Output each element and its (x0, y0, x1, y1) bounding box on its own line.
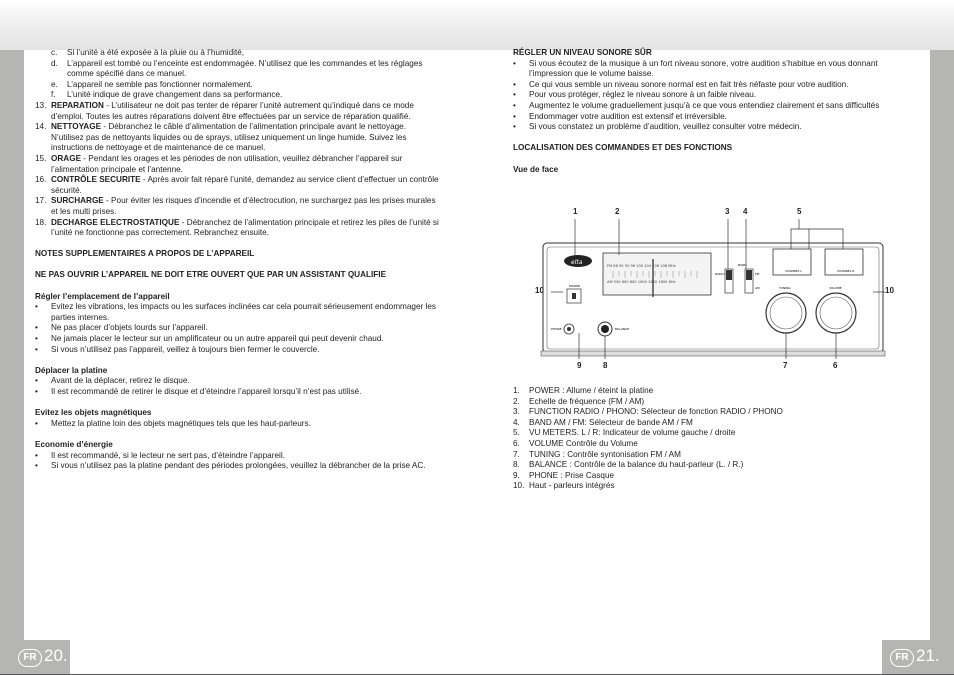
legend-item (513, 460, 891, 471)
legend-item (513, 418, 891, 429)
tuning-knob (766, 293, 806, 333)
bullet-item-marker: • (513, 111, 516, 121)
left-column (35, 48, 440, 472)
bullet-item-marker: • (35, 418, 38, 428)
scale-am-label: AM 530 600 800 1000 1300 1600 KHz (607, 280, 676, 284)
magnetic-heading: Evitez les objets magnétiques (35, 408, 152, 418)
bullet-item-marker: • (513, 79, 516, 89)
bullet-item-marker: • (35, 323, 38, 333)
numbered-item (35, 154, 440, 175)
numbered-item-title: ORAGE (51, 153, 82, 163)
bullet-item (35, 451, 440, 462)
numbered-item-title: REPARATION (51, 100, 104, 110)
list-item-text: L’unité indique de grave changement dans sa performance. (67, 90, 283, 100)
language-badge-right: FR (890, 649, 914, 667)
callout-9: 9 (577, 361, 582, 370)
bullet-item-text: Si vous constatez un problème d’audition, veuillez consulter votre médecin. (529, 122, 802, 132)
bullet-item-marker: • (35, 344, 38, 354)
numbered-item-text: - Pendant les orages et les périodes de non utilisation, veuillez débrancher l’appareil sur l’alimentation principale et l’antenne. (51, 153, 403, 174)
list-item (35, 80, 440, 91)
numbered-item-marker: 15. (35, 153, 47, 163)
numbered-item-title: DECHARGE ELECTROSTATIQUE (51, 217, 180, 227)
list-item (35, 90, 440, 101)
list-item-marker: d. (51, 58, 58, 68)
bullet-item (513, 112, 891, 123)
numbered-item-text: - Pour éviter les risques d’incendie et d’électrocution, ne surchargez pas les prises murales et les multi prises. (51, 196, 436, 216)
bullet-item-text: Evitez les vibrations, les impacts ou les surfaces inclinées car cela pourrait sérieusement endommager les parties internes. (51, 302, 436, 322)
legend-item (513, 439, 891, 450)
legend-item-marker: 7. (513, 449, 520, 459)
bullet-item (513, 59, 891, 80)
legend-item-text: VOLUME Contrôle du Volume (529, 438, 638, 448)
bullet-item-marker: • (513, 58, 516, 68)
callout-4: 4 (743, 207, 748, 216)
numbered-item-marker: 13. (35, 100, 47, 110)
bullet-item (35, 302, 440, 323)
legend-item-text: VU METERS. L / R: Indicateur de volume gauche / droite (529, 428, 736, 438)
right-page-number: 21. (916, 646, 940, 665)
numbered-item-title: CONTRÔLE SECURITE (51, 175, 141, 185)
bullet-item (35, 387, 440, 398)
numbered-item-text: - Débranchez le câble d’alimentation de l’alimentation principale avant le nettoyage. N’utilisez pas de nettoyants liquides ou de sprays, utilisez uniquement un linge humide. Suivez les instructions de nettoyage et de maintenance de ce manuel. (51, 122, 407, 153)
numbered-item (35, 196, 440, 217)
bullet-item-text: Ne jamais placer le lecteur sur un amplificateur ou un autre appareil qui peut devenir chaud. (51, 334, 384, 344)
list-item-text: Si l’unité a été exposée à la pluie ou à l’humidité, (67, 48, 245, 57)
bullet-item-marker: • (35, 334, 38, 344)
list-item-text: L’appareil ne semble pas fonctionner normalement. (67, 79, 253, 89)
numbered-item-title: SURCHARGE (51, 196, 104, 206)
legend-item (513, 428, 891, 439)
bullet-item-marker: • (35, 376, 38, 386)
front-panel-illustration (533, 205, 903, 375)
bullet-item-text: Si vous n’utilisez pas la platine pendant des périodes prolongées, veuillez la débrancher de la prise AC. (51, 461, 426, 471)
numbered-item-marker: 18. (35, 217, 47, 227)
bullet-item (35, 345, 440, 356)
numbered-item-marker: 16. (35, 175, 47, 185)
legend-item-marker: 9. (513, 470, 520, 480)
bullet-item (513, 80, 891, 91)
numbered-item (35, 122, 440, 154)
bullet-item-marker: • (513, 122, 516, 132)
channel-right-label: CHANNEL R (837, 269, 855, 273)
list-item-text: L’appareil est tombé ou l’enceinte est endommagée. N’utilisez que les commandes et les réglages comme spécifié dans ce manuel. (67, 58, 423, 79)
bullet-item-marker: • (35, 450, 38, 460)
bullet-item (513, 122, 891, 133)
list-item (35, 48, 440, 59)
legend-item-marker: 8. (513, 460, 520, 470)
legend-item (513, 397, 891, 408)
legend-item-text: FUNCTION RADIO / PHONO: Sélecteur de fonction RADIO / PHONO (529, 407, 783, 417)
legend-item-marker: 6. (513, 438, 520, 448)
moving-heading: Déplacer la platine (35, 365, 108, 375)
bullet-item (513, 90, 891, 101)
bullet-item-text: Augmentez le volume graduellement jusqu’à ce que vous entendiez clairement et sans difficultés (529, 100, 880, 110)
language-badge-left: FR (18, 649, 42, 667)
legend-item-marker: 4. (513, 417, 520, 427)
numbered-item-title: NETTOYAGE (51, 122, 102, 132)
legend-item-text: BAND AM / FM: Sélecteur de bande AM / FM (529, 417, 693, 427)
fm-label: FM (755, 272, 760, 276)
callout-7: 7 (783, 361, 788, 370)
callout-6: 6 (833, 361, 838, 370)
volume-knob (816, 293, 856, 333)
callout-8: 8 (603, 361, 608, 370)
list-item-marker: f. (51, 90, 56, 100)
list-item-marker: c. (51, 48, 58, 57)
header-band (0, 0, 954, 50)
notes-heading: NOTES SUPPLEMENTAIRES A PROPOS DE L’APPAREIL (35, 249, 255, 259)
legend-item-text: Haut - parleurs intégrés (529, 481, 615, 491)
balance-label: BALANCE (615, 327, 630, 331)
legend-item (513, 386, 891, 397)
controls-heading: LOCALISATION DES COMMANDES ET DES FONCTIONS (513, 143, 733, 153)
front-view-subheading: Vue de face (513, 164, 559, 174)
legend-item-text: Echelle de fréquence (FM / AM) (529, 396, 645, 406)
legend-item (513, 481, 891, 492)
bullet-item (35, 376, 440, 387)
channel-left-label: CHANNEL L (785, 269, 803, 273)
list-item-marker: e. (51, 79, 58, 89)
bullet-item-text: Avant de la déplacer, retirez le disque. (51, 376, 190, 386)
numbered-item (35, 218, 440, 239)
bullet-item-marker: • (35, 302, 38, 312)
legend-item (513, 407, 891, 418)
bullet-item-text: Ne pas placer d’objets lourds sur l’appareil. (51, 323, 208, 333)
radio-label: RADIO (715, 272, 725, 276)
callout-10-right: 10 (885, 286, 894, 295)
right-column (513, 48, 891, 175)
numbered-item (35, 101, 440, 122)
callout-10-left: 10 (535, 286, 544, 295)
warning-heading: NE PAS OUVRIR L’APPAREIL NE DOIT ETRE OUVERT QUE PAR UN ASSISTANT QUALIFIE (35, 270, 387, 280)
legend-item-marker: 2. (513, 396, 520, 406)
callout-3: 3 (725, 207, 730, 216)
band-label: BAND (738, 263, 747, 267)
front-panel-diagram (533, 205, 903, 375)
numbered-item-text: - Après avoir fait réparé l’unité, demandez au service client d’effectuer un contrôle sécurité. (51, 175, 439, 195)
frequency-scale (603, 253, 711, 295)
volume-heading: RÉGLER UN NIVEAU SONORE SÛR (513, 48, 652, 57)
svg-text:elta: elta (571, 259, 583, 266)
bullet-item-marker: • (35, 461, 38, 471)
tuning-label: TUNING (779, 286, 791, 290)
legend-item (513, 471, 891, 482)
bullet-item (35, 334, 440, 345)
bullet-item-text: Il est recommandé de retirer le disque et d’éteindre l’appareil lorsqu’il n’est pas utilisé. (51, 387, 362, 396)
legend-item-marker: 10. (513, 481, 525, 491)
phone-label: PHONE (551, 327, 562, 331)
bullet-item-marker: • (513, 100, 516, 110)
right-margin-bar (930, 50, 954, 675)
energy-heading: Economie d’énergie (35, 439, 113, 449)
callout-2: 2 (615, 207, 620, 216)
legend-item (513, 450, 891, 461)
right-page-number-box (882, 640, 954, 675)
bullet-item-marker: • (513, 90, 516, 100)
bullet-item-text: Il est recommandé, si le lecteur ne sert pas, d’éteindre l’appareil. (51, 450, 285, 460)
legend-item-text: POWER : Allume / éteint la platine (529, 386, 654, 395)
left-page-number: 20. (44, 646, 68, 665)
numbered-item-text: - Débranchez de l’alimentation principale et retirez les piles de l’unité si l’unité ne fonctionne pas correctement. Rebranchez ensuite. (51, 217, 439, 238)
legend-item-text: TUNING : Contrôle syntonisation FM / AM (529, 449, 681, 459)
am-label: AM (755, 286, 760, 290)
scale-fm-label: FM 88 90 92 96 100 104 106 108 MHz (607, 264, 676, 268)
bullet-item (35, 323, 440, 334)
bullet-item-text: Pour vous protéger, réglez le niveau sonore à un faible niveau. (529, 90, 757, 100)
legend-item-text: BALANCE : Contrôle de la balance du haut-parleur (L. / R.) (529, 460, 744, 470)
numbered-item-text: - L’utilisateur ne doit pas tenter de réparer l’unité autrement qu’indiqué dans ce mode d’emploi. Toutes les autres réparations doivent être effectuées par un service de réparation qualifié. (51, 100, 414, 121)
left-margin-bar (0, 50, 24, 675)
legend-item-marker: 1. (513, 386, 520, 395)
legend-item-text: PHONE : Prise Casque (529, 470, 615, 480)
bullet-item-text: Si vous n’utilisez pas l’appareil, veillez à toujours bien fermer le couvercle. (51, 344, 320, 354)
volume-label: VOLUME (829, 286, 842, 290)
power-label: POWER (569, 284, 581, 288)
bullet-item-text: Mettez la platine loin des objets magnétiques tels que les haut-parleurs. (51, 418, 311, 428)
bullet-item-marker: • (35, 387, 38, 396)
numbered-item-marker: 17. (35, 196, 47, 206)
placement-heading: Régler l’emplacement de l’appareil (35, 291, 170, 301)
callout-1: 1 (573, 207, 578, 216)
bullet-item-text: Si vous écoutez de la musique à un fort niveau sonore, votre audition s’habitue en vous donnant l’impression que le volume baisse. (529, 58, 878, 79)
callout-5: 5 (797, 207, 802, 216)
bullet-item-text: Ce qui vous semble un niveau sonore normal est en fait très néfaste pour votre audition. (529, 79, 849, 89)
numbered-item (35, 175, 440, 196)
bullet-item (513, 101, 891, 112)
controls-legend (513, 386, 891, 492)
bullet-item-text: Endommager votre audition est extensif et irréversible. (529, 111, 727, 121)
legend-item-marker: 5. (513, 428, 520, 438)
bullet-item (35, 419, 440, 430)
numbered-item-marker: 14. (35, 122, 47, 132)
bullet-item (35, 461, 440, 472)
left-page-number-box (0, 640, 70, 675)
legend-item-marker: 3. (513, 407, 520, 417)
list-item (35, 59, 440, 80)
